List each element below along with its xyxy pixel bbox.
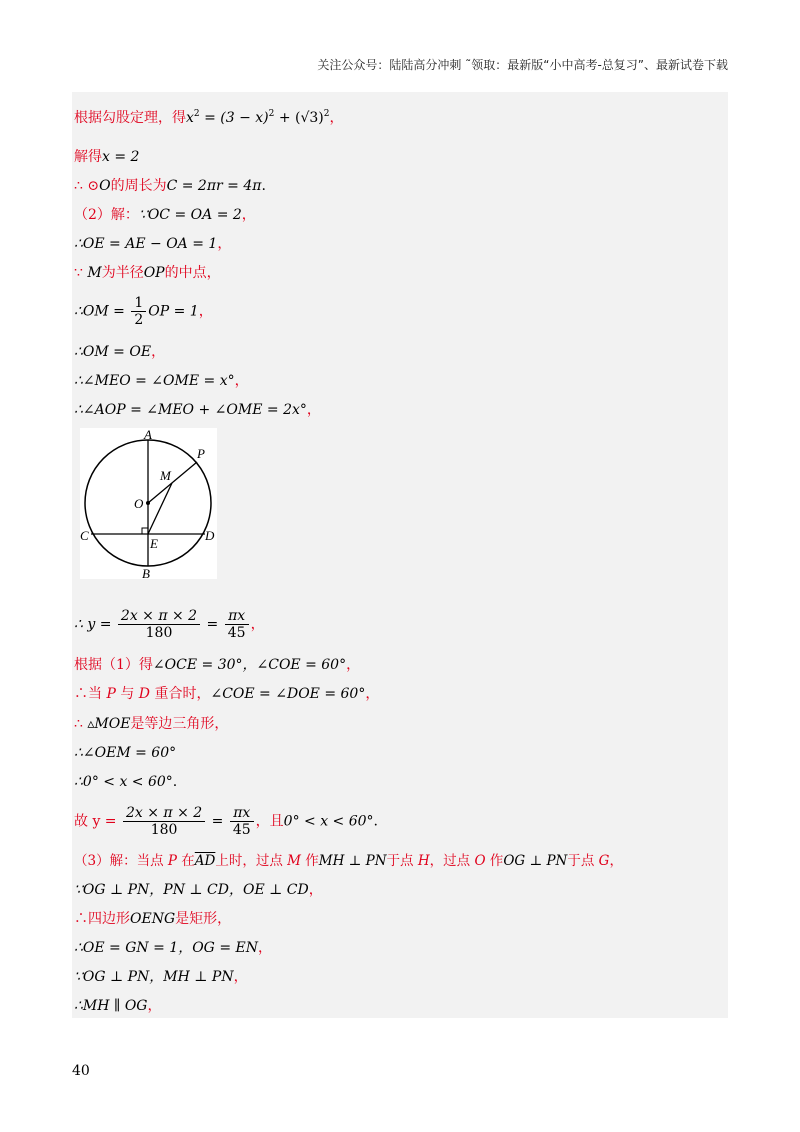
line-text: 根据（1）得 <box>74 657 153 673</box>
circle-geometry-figure <box>80 428 217 579</box>
line-text: 的中点， <box>164 265 221 281</box>
line-math: C = 2πr = 4π <box>166 178 262 194</box>
line-text: ， <box>217 236 232 252</box>
line-text: 为半径 <box>101 265 144 281</box>
line-math: P <box>106 686 116 702</box>
line-text: ， <box>198 303 213 320</box>
solution-line-18 <box>74 852 623 870</box>
line-math: D <box>138 686 151 702</box>
right-angle-mark <box>142 528 148 534</box>
solution-line-13 <box>74 685 379 703</box>
label-o: O <box>134 496 144 511</box>
line-math: G <box>598 853 610 869</box>
segment-op <box>148 462 197 503</box>
line-text: ∴ ⊙ <box>74 178 100 194</box>
solution-line-5 <box>74 235 231 253</box>
line-text: ，过点 <box>429 853 475 869</box>
line-math: OP = 1 <box>148 303 199 320</box>
line-math: ∵OG ⊥ PN，MH ⊥ PN <box>74 969 234 985</box>
line-text: 作 <box>300 853 319 869</box>
line-text: （2）解： <box>74 207 139 223</box>
solution-line-14 <box>74 715 228 733</box>
line-math: ∴∠AOP = ∠MEO + ∠OME = 2x° <box>74 402 307 418</box>
solution-line-9 <box>74 372 249 390</box>
line-math: OG ⊥ PN <box>503 853 568 869</box>
line-text: ∴当 <box>74 686 107 702</box>
line-math: O <box>474 853 486 869</box>
line-math: ∴∠MEO = ∠OME = x° <box>74 373 235 389</box>
line-text: 故 y = <box>74 813 121 830</box>
line-text: . <box>172 774 178 790</box>
line-text: ， <box>346 657 361 673</box>
line-text: ， <box>147 998 162 1014</box>
fraction <box>123 805 205 838</box>
fraction-denominator: 45 <box>232 822 251 838</box>
fraction <box>225 608 249 641</box>
solution-line-22 <box>74 968 248 986</box>
solution-line-11 <box>74 608 265 641</box>
line-math: M <box>287 853 301 869</box>
line-text: 于点 <box>567 853 599 869</box>
solution-line-6 <box>74 264 221 282</box>
solution-line-10 <box>74 401 321 419</box>
line-math: x <box>186 110 194 126</box>
fraction-denominator: 2 <box>134 312 144 328</box>
line-math: + (√3) <box>274 110 324 126</box>
line-math: ∠OCE = 30°，∠COE = 60° <box>152 657 347 673</box>
line-math: = <box>207 813 228 830</box>
line-text: 在 <box>176 853 195 869</box>
line-math: M <box>87 265 102 281</box>
line-text: ， <box>257 940 272 956</box>
fraction-numerator: πx <box>225 608 249 625</box>
solution-line-1 <box>74 109 344 127</box>
solution-line-23 <box>74 997 161 1015</box>
line-math: ∴MH ∥ OG <box>74 998 148 1014</box>
solution-line-4 <box>74 206 256 224</box>
line-text: ， <box>233 969 248 985</box>
line-text: ∵ <box>74 265 88 281</box>
label-e: E <box>150 536 158 551</box>
fraction-denominator: 180 <box>145 625 173 641</box>
line-math: x = 2 <box>102 149 140 165</box>
line-math: ∴OE = AE − OA = 1 <box>74 236 218 252</box>
fraction-numerator: 2x × π × 2 <box>123 805 205 822</box>
line-text: 上时，过点 <box>215 853 288 869</box>
fraction <box>131 295 146 328</box>
line-math: ∵OC = OA = 2 <box>138 207 242 223</box>
line-text: ，且 <box>255 813 284 830</box>
line-text: ， <box>151 344 166 360</box>
solution-line-16 <box>74 773 177 791</box>
line-text: . <box>373 813 378 830</box>
line-math: ∴ y = <box>74 616 116 633</box>
line-math: ∴OE = GN = 1，OG = EN <box>74 940 258 956</box>
label-m: M <box>160 468 171 483</box>
line-math: P <box>167 853 177 869</box>
page-header: 关注公众号：陆陆高分冲刺 ˜领取：最新版“小中高考-总复习”、最新试卷下载 <box>317 58 728 72</box>
line-text: 是矩形， <box>175 911 232 927</box>
line-math: O <box>99 178 111 194</box>
line-math: = (3 − x) <box>199 110 269 126</box>
fraction-numerator: πx <box>230 805 254 822</box>
line-text: ， <box>250 616 265 633</box>
line-math: MH ⊥ PN <box>318 853 387 869</box>
line-text: ， <box>365 686 380 702</box>
segment-em <box>148 483 172 534</box>
line-math: ∴OM = <box>74 303 130 320</box>
solution-line-21 <box>74 939 272 957</box>
fraction-denominator: 180 <box>150 822 178 838</box>
line-math: ∴∠OEM = 60° <box>74 745 177 761</box>
line-math: ∠COE = ∠DOE = 60° <box>210 686 366 702</box>
line-text: 重合时， <box>150 686 211 702</box>
solution-line-19 <box>74 881 323 899</box>
line-math: 0° < x < 60° <box>283 813 374 830</box>
line-text: （3）解：当点 <box>74 853 168 869</box>
label-p: P <box>197 446 205 461</box>
line-text: ， <box>329 110 344 126</box>
line-text: ， <box>234 373 249 389</box>
line-text: 是等边三角形， <box>130 716 229 732</box>
label-a: A <box>144 428 152 442</box>
line-math: H <box>417 853 430 869</box>
arc-ad: $\overline{AD}$ <box>194 853 216 869</box>
line-text: . <box>261 178 266 194</box>
line-text: ∴ <box>74 716 88 732</box>
fraction-numerator: 1 <box>131 295 146 312</box>
line-text: 解得 <box>74 149 102 165</box>
line-text: ， <box>609 853 623 869</box>
line-math: ∵OG ⊥ PN，PN ⊥ CD，OE ⊥ CD <box>74 882 309 898</box>
solution-line-17 <box>74 805 378 838</box>
line-math: ▵MOE <box>87 716 131 732</box>
line-text: ， <box>308 882 323 898</box>
label-c: C <box>80 528 89 543</box>
line-text: 作 <box>485 853 504 869</box>
solution-line-15 <box>74 744 176 762</box>
line-text: 与 <box>115 686 139 702</box>
line-text: ， <box>306 402 321 418</box>
line-text: ∴四边形 <box>74 911 130 927</box>
fraction-numerator: 2x × π × 2 <box>118 608 200 625</box>
line-math: = <box>202 616 223 633</box>
label-d: D <box>205 528 215 543</box>
center-point <box>146 501 150 505</box>
line-math: OP <box>143 265 165 281</box>
page-number: 40 <box>72 1063 90 1079</box>
exponent: 2 <box>323 109 330 119</box>
solution-line-8 <box>74 343 165 361</box>
exponent: 2 <box>268 109 275 119</box>
line-text: ， <box>241 207 256 223</box>
line-text: 的周长为 <box>110 178 167 194</box>
line-text: 根据勾股定理，得 <box>74 110 186 126</box>
exponent: 2 <box>193 109 200 119</box>
solution-line-2 <box>74 148 139 166</box>
line-math: OENG <box>130 911 176 927</box>
line-math: ∴OM = OE <box>74 344 152 360</box>
solution-line-12 <box>74 656 360 674</box>
circle-diagram <box>80 428 217 579</box>
line-text: 于点 <box>386 853 418 869</box>
solution-line-7 <box>74 295 213 328</box>
fraction <box>118 608 200 641</box>
solution-line-3 <box>74 177 266 195</box>
solution-line-20 <box>74 910 231 928</box>
label-b: B <box>142 566 150 579</box>
fraction-denominator: 45 <box>227 625 246 641</box>
fraction <box>230 805 254 838</box>
line-math: ∴0° < x < 60° <box>74 774 173 790</box>
